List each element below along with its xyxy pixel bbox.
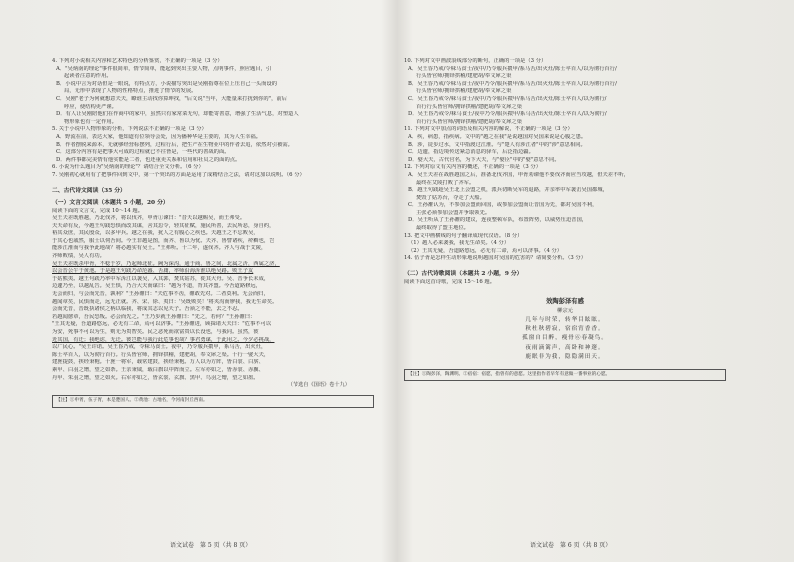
q12-option-line: 最终在艾陵打败了齐军。	[416, 179, 475, 186]
poem-line: 秋杜秋碧寂，宿宿宵香香。	[525, 326, 605, 333]
q4-option-line: 呼应，使结构更严谨。	[64, 103, 117, 110]
q10-option-line: 行头皆官师/拥铎拱稽/建肥胡/奉文犀之渠	[416, 88, 512, 95]
poem-line: 鹿眠非为我，隐隐满田天。	[525, 354, 605, 361]
passage-line: 边遽乃至，以越乱告。吴王惧，乃合大夫而谋曰："越为不道，背其齐盟。今吾道路修远，	[52, 283, 262, 290]
passage-line-underlined: 近其国，有迁；我绝虑，无迁。彼岂能与我行此危事也哉？事君勇谋，于此用之。今夕必挑战，	[52, 336, 275, 343]
q13-stem: 13. 把文中画横线的句子翻译成现代汉语。（8 分）	[404, 232, 523, 239]
passage-line: 吴王夫差既胜越，乃北伐齐，将以伐齐，申胥①谏曰："昔天以越赐吴，而王弗受。	[52, 215, 246, 222]
reading-instruction: 阅读下面的文言文，完成 10～14 题。	[52, 207, 144, 214]
footnote-box: 【注】①申胥，伍子胥，本是楚国人。②黄池：古地名，今河南封丘西南。	[52, 395, 374, 408]
passage-line: 越闻章矣，民惧而走，远无正就。齐、宋、徐、夷曰：'吴既败矣！'将夹沟而廖我，我无生命矣。	[52, 298, 278, 305]
passage-line: 于姑熊夷。越王句践乃率中军泝江以袭吴，入其郭，焚其姑苏，徙其大舟。吴、晋争长未成，	[52, 275, 270, 282]
q12-option-line: B．越王句践趁吴王北上会盟之机，派兵切断吴军的退路，并亲率中军袭击吴国都城，	[408, 187, 608, 194]
poetry-section-heading: （二）古代诗歌阅读（本题共 2 小题，9 分）	[404, 271, 523, 278]
q4-option-line: 局，无形中表现了人物的性格特点，推进了情节的发展。	[64, 88, 197, 95]
poem-line: 夜雨滴篱声，高卧和神邃。	[525, 344, 605, 351]
q11-stem: 11. 下列对文中加点的词语及相关内容的解说，不正确的一项是（3 分）	[404, 126, 573, 133]
passage-line: 齐师败绩，吴人有功。	[52, 253, 105, 260]
q10-option-line: 百行行头皆官师/拥铎拱稽/建肥胡/奉文犀之渠	[416, 103, 522, 110]
q12-option-line: A．吴王夫差在战胜越国之后，准备北伐齐国，申胥劝谏他不要伐齐而应当攻越，但夫差不听，	[408, 171, 630, 178]
q12-option-line: 主张必须参加会盟并争取领先。	[416, 209, 491, 216]
passage-line: "王其无疑，吾道路悠远，必无有二命，焉可以济事。"王孙雒进，顾揖诸大夫曰："危事不可以	[52, 321, 272, 328]
poetry-instruction: 阅读下面这首诗歌，完成 15～16 题。	[404, 279, 496, 286]
q4-option-line: 起读者注意的作用。	[64, 73, 112, 80]
q12-option-line: D．吴王听从了王孙雒的建议，连夜整顿军队，布置阵势，以威势压迫晋国，	[408, 217, 588, 224]
passage-line: 夫天命有反，今越王句践恐惧而改其谋，舍其愆令，轻其征赋，施民所善，去民所恶，身自约，	[52, 222, 275, 229]
q10-option-line: 行头皆官师/拥铎拱稽/建肥胡/奉文犀之渠	[416, 73, 512, 80]
poem-line: 孤窗自目醉，瘦骨⑥春凝鸟。	[522, 335, 608, 342]
passage-line: 会而先晋，晋既执诸侯之柄以临我，将成其志以见天子。吾须之不能，去之不忍。	[52, 306, 243, 313]
passage-line: 若越闻愈章，吾民恐叛。必会而先之。"王乃步就王孙雒曰："先之，若何？"王孙雒曰：	[52, 313, 256, 320]
q10-option-line: B．吴王昏乃戒/令秣马食士/夜中乃令/服兵擐甲/系马舌/出火灶/陈士卒百人/以为彻行百行/	[408, 80, 617, 87]
passage-line: 能涉江淮而与我争此地哉？将必越实有吴土。"王弗听。十二年，遂伐齐。齐人与战于艾陵，	[52, 245, 267, 252]
q4-option-line: C．吴刚"老子为何就想意夫夫，瞭谁主动找你算坤找，"后文说"当年，大能量来打扰到你的"，前后	[56, 95, 287, 102]
q4-stem: 4. 下列对小说相关内容和艺术特色的分析鉴赏，不正确的一项是（3 分）	[52, 58, 223, 64]
q5-option-line: B．作者摆脱来源本，无就够经营标摆列，过程行后，把生产在生物业中的作者去追，依然对引被需。	[56, 141, 293, 148]
q6-question: 6. 小说为什么题目为"吴炳南的理论"？请结合全文分析。（6 分）	[52, 164, 204, 171]
passage-line: 裕其众庶，其民殷众，以多甲兵。越之在我，犹人之有腹心之疾也。夫越王之不忘败吴，	[52, 230, 259, 237]
passage-line-underlined: 吴王夫差既杀申胥，不稔于岁，乃起师北征。阙为深沟，通于商、鲁之间，北属之沂，西属之济，	[52, 260, 280, 267]
q14-question: 14. 伍子胥是怎样生动形象地说明越国对吴国的危害的？请简要分析。（3 分）	[404, 255, 587, 262]
passage-source: （节选自《国语》卷十九）	[287, 382, 350, 389]
q10-option-line: D．吴王昏乃戒令/秣马食士/夜中乃令/服兵擐甲/系马舌/出火灶/陈士卒百人/以为彻行/	[408, 111, 607, 118]
q10-option-line: A．吴王昏乃戒/令秣马食士/夜中/乃令服兵擐甲/系马舌/出火灶/陈士卒百人/以为彻行百行/	[408, 65, 617, 72]
q7-question: 7. 吴刚初心就用有了把事件回到文中，第一个突出的方面是运用了成精结合之法，请对这加以说明。（6 分）	[52, 171, 305, 178]
passage-line: 于其心也戚然，服士以伺吾间。今王非越是图，而齐、鲁以为忧。夫齐、鲁譬诸疾，疥癣也，岂	[52, 237, 275, 244]
q4-option-line: B．小说中言为对话但是一眼说，有特点方，小说描写突出是吴刚指尊在位上压自己一头而设的	[56, 80, 278, 87]
q12-option-line: 焚毁了姑苏台，夺走了大船。	[416, 194, 485, 201]
passage-line: 素甲、白羽之矰，望之如荼。王亲秉钺，载白旗以中阵而立。左军亦如之，皆赤裳、赤旟、	[52, 366, 264, 373]
q10-option-line: C．吴王昏乃戒令/秣马食士/夜中/乃令服兵擐甲/系马舌/出火灶/陈士卒百人/以为彻行/	[408, 95, 607, 102]
poem-footnote-box: 【注】①陶彭泽，陶渊明。②宿宿：宿愿，指曾有的意愿。这里指作者早年有意做一番事业的心愿。	[404, 369, 726, 382]
q5-option-line: C．这部分内容有是把事大可成的过程就已不往皆是，一些代的善战的面。	[56, 149, 230, 156]
passage-line: 建旌提鼓，挟经秉枹。十旌一将军，载常建鼓，挟经秉枹。万人以为方阵，皆白裳、白旂、	[52, 359, 264, 366]
q12-stem: 12. 下列对原文有关内容的概述，不正确的一项是（3 分）	[404, 164, 541, 171]
poem-title: 效陶彭泽有感	[546, 297, 584, 305]
passage-line: 为安，死事不可以为生，则无为贵智矣。民之恶死而欲富贵以长没也，与我同。虽然，彼	[52, 329, 259, 335]
left-page	[52, 58, 374, 538]
right-page	[404, 58, 726, 538]
passage-line: 无会而归，与会而先晋，孰利？"王孙雒曰："夫危事不齿，雒敢先对。二者莫利。无会而归，	[52, 291, 269, 298]
q5-option-line: D．两件事都完美情有他实能是二者，也还重更关系和信用和社员之的面的点。	[56, 156, 241, 163]
q11-option-line: B．涉，徒步过水，文中指渡过江淮。与"楚人有涉江者"中的"涉"意思相同。	[408, 141, 586, 148]
section-heading: 二、古代诗文阅读（35 分）	[52, 187, 126, 194]
q13-subquestion: （2）王其无疑，吾道路悠远，必无有二命，焉可以济事。（4 分）	[408, 247, 563, 254]
q5-stem: 5. 关于小说中人物形象的分析，下列说法不正确的一项是（3 分）	[52, 126, 207, 133]
poem-author: 柳宗元	[557, 307, 573, 314]
q12-option-line: 最终取得了盟主地位。	[416, 225, 469, 232]
q10-option-line: 百行行头皆官师/拥铎拱稽/建肥胡/奉文犀之渠	[416, 118, 522, 125]
q4-option-line: D．有人让吴刚陪他们在作商中的家中，虽然只有家常菜无句，却能寄善意，增强了生活气息，对塑造人	[56, 111, 299, 118]
subsection-heading: （一）文言文阅读（本题共 5 小题，20 分）	[52, 199, 169, 206]
q10-stem: 10. 下列对文中画波浪线部分的断句，正确的一项是（3 分）	[404, 58, 547, 64]
poem-line: 几年与时荣，转华目眩眩。	[525, 316, 605, 323]
q5-option-line: A．野流在前，表达大家，他知道有位领导会处，因为播种华是主要的，其为人生幸福。	[56, 133, 262, 140]
q4-option-line: A．"吴炳南的理论"事件很简单，情节简单，能起到突出主要人物，点明事件，照应题目，引	[56, 65, 272, 72]
page-footer-right: 语文试卷 第 6 页（共 8 页）	[530, 542, 612, 549]
q4-option-line: 物形象也有一定作用。	[64, 118, 117, 125]
passage-line-underlined: 以会晋公午于黄池。于是越王句践乃命范蠡、舌庸，率师沿海泝淮以绝吴路。败王子友	[52, 268, 254, 275]
q11-option-line: D．嬖大夫，古代官名，为下大夫，与"嬖臣"中的"嬖"意思不同。	[408, 156, 560, 163]
passage-line: 以广民心。"吴王许诺。吴王昏乃戒，令秣马食士。夜中，乃令服兵擐甲，系马舌，出火灶，	[52, 344, 267, 351]
passage-line: 丹甲、朱羽之矰，望之如火。右军亦如之，皆玄裳、玄旗、黑甲、乌羽之矰，望之如墨。	[52, 374, 259, 381]
q11-option-line: A．疾，病患，指疾病。文中的"越之在我"是说越国对吴国来说是心腹之患。	[408, 133, 587, 140]
q13-subquestion: （1）越人必来袭我，我无生命矣。（4 分）	[408, 240, 510, 247]
passage-line: 陈士卒百人，以为彻行百行。行头皆官师，拥铎拱稽，建肥胡，奉文犀之渠。十行一嬖大夫，	[52, 351, 270, 358]
page-footer-left: 语文试卷 第 5 页（共 8 页）	[170, 542, 252, 549]
q12-option-line: C．王孙雒认为，不参加会盟而回国，或参加会盟而让晋国为先，都对吴国不利，	[408, 202, 598, 209]
q11-option-line: C．边遽，指边境传送紧急消息的驿车，后泛指边疆。	[408, 149, 534, 156]
